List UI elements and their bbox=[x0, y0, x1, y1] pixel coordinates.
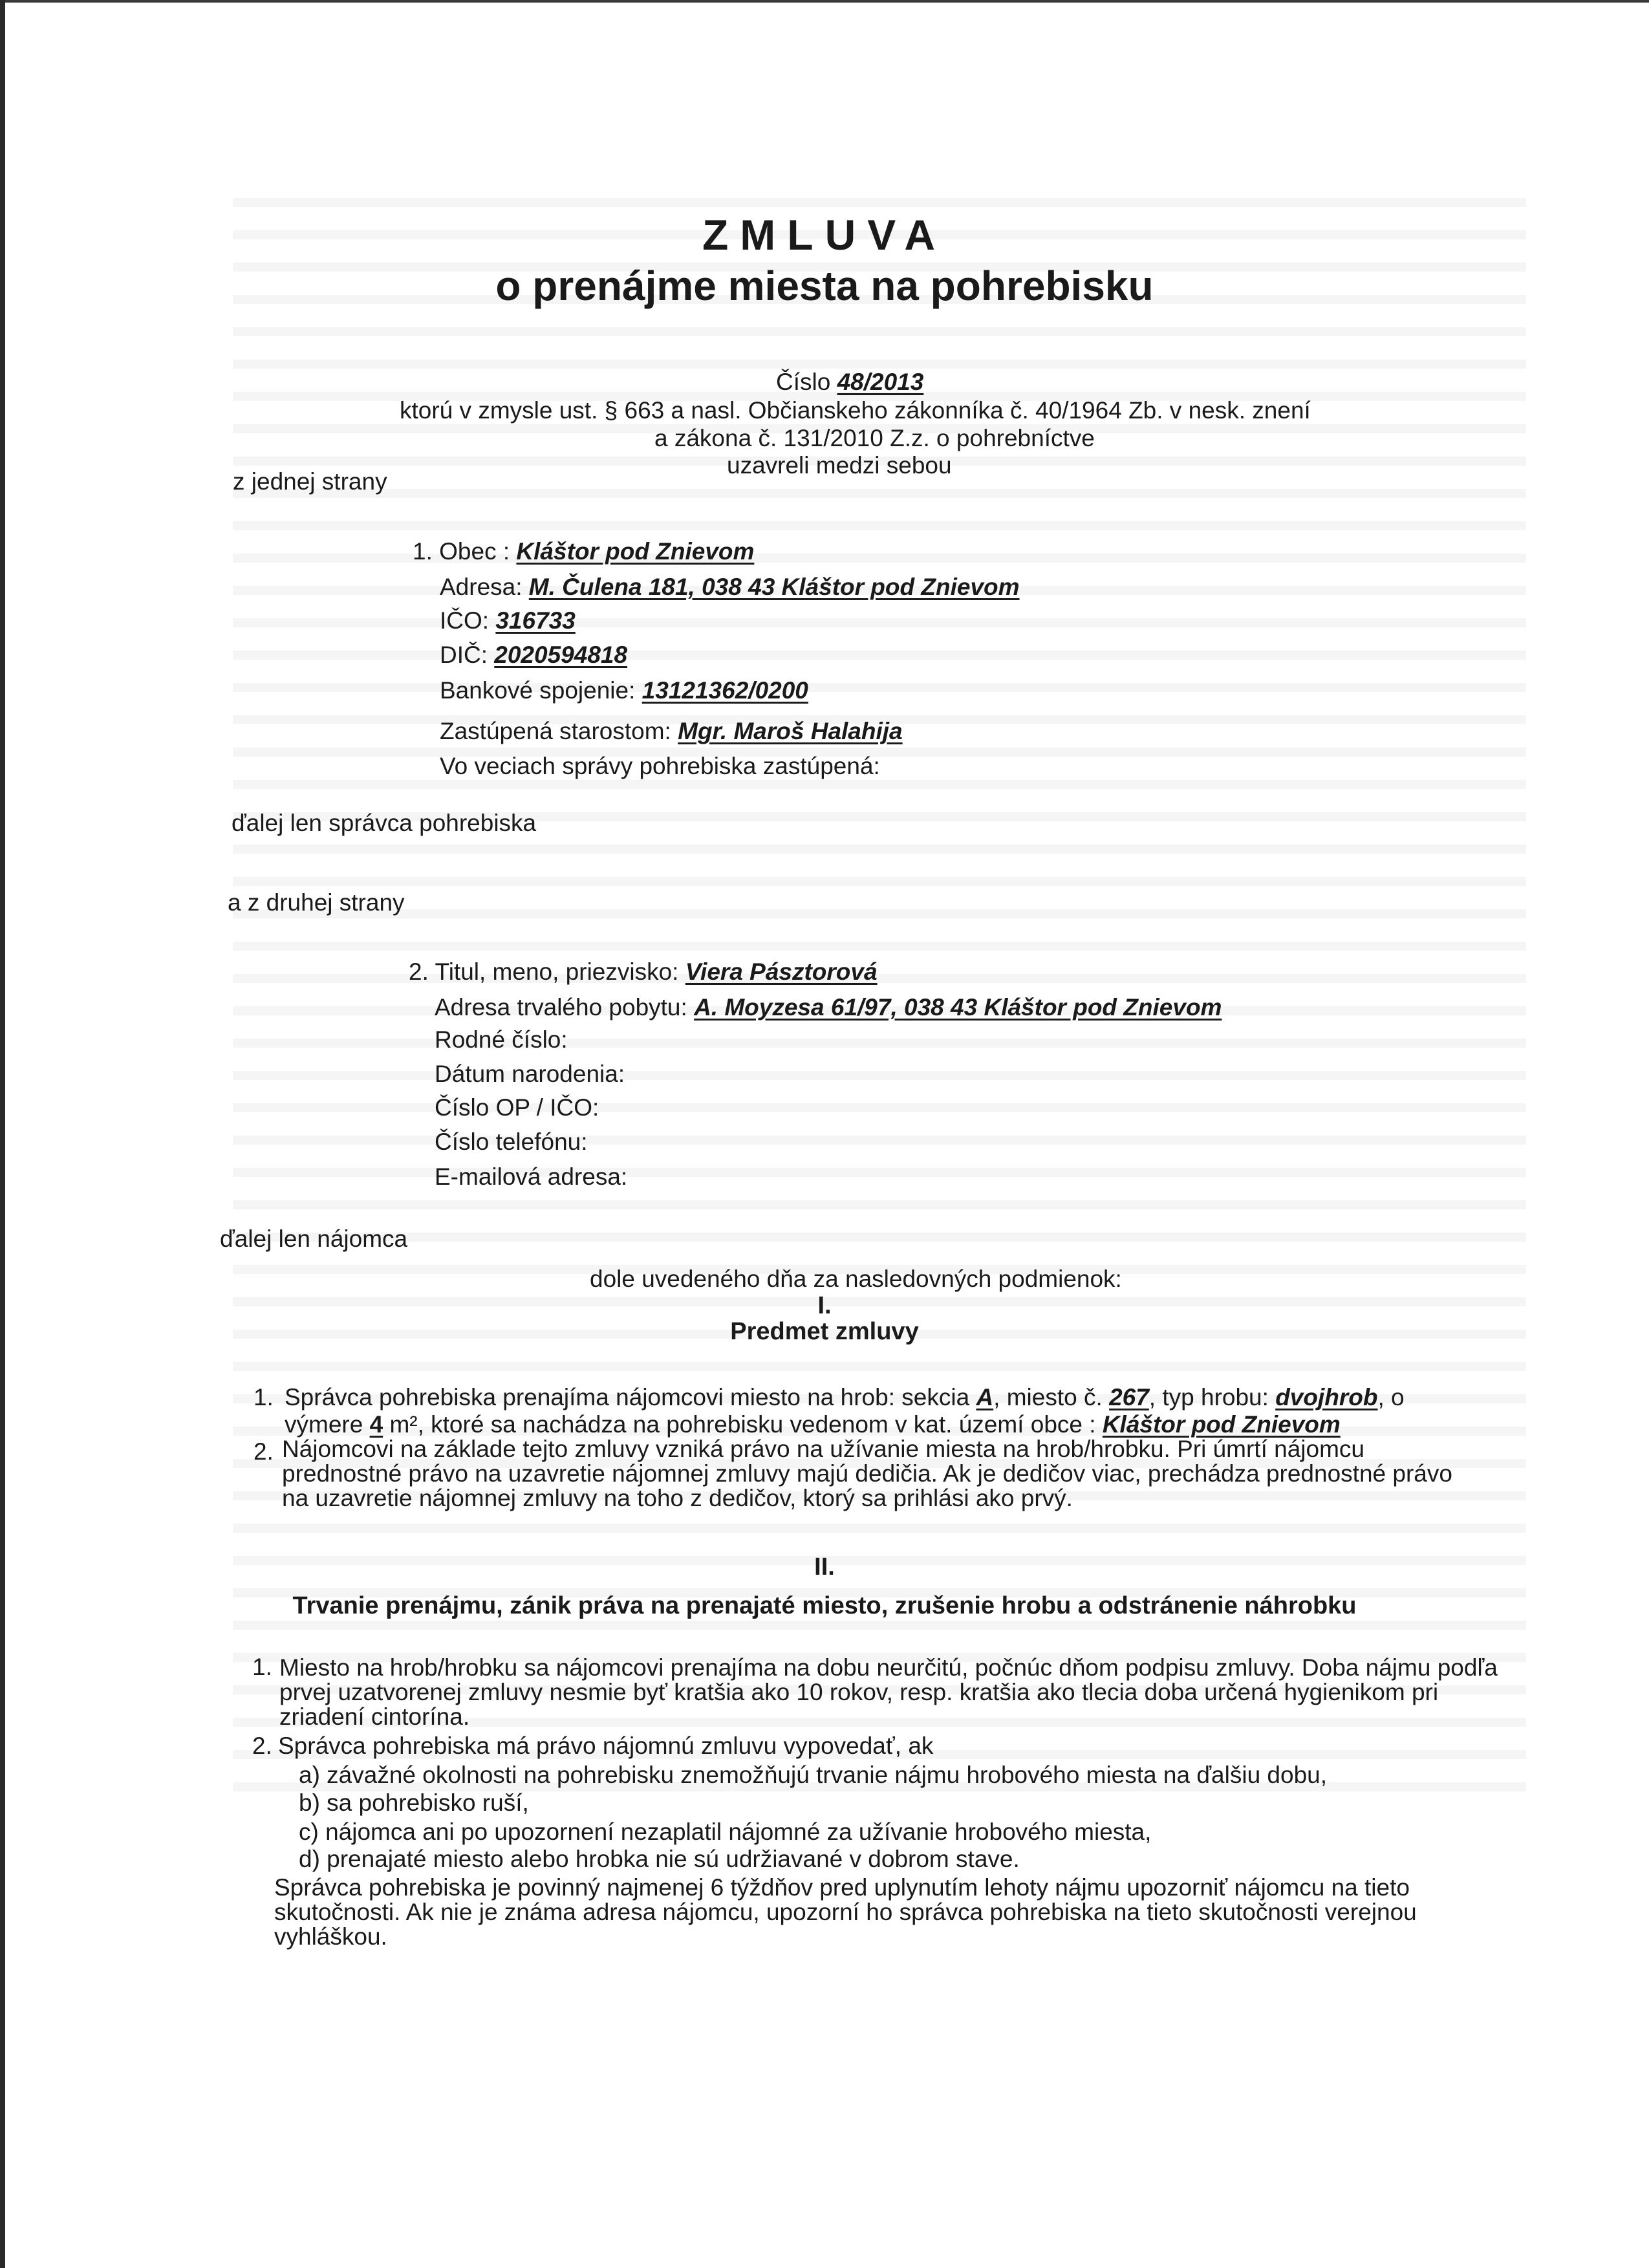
section1-item1-line1: Správca pohrebiska prenajíma nájomcovi miesto na hrob: sekcia A, miesto č. 267, typ hrobu: dvojhrob, o bbox=[285, 1384, 1405, 1410]
party1-address: Adresa: M. Čulena 181, 038 43 Kláštor pod Znievom bbox=[440, 574, 1020, 600]
scan-edge-top bbox=[0, 0, 1649, 3]
party2-address-value: A. Moyzesa 61/97, 038 43 Kláštor pod Znievom bbox=[694, 994, 1222, 1021]
party2-phone: Číslo telefónu: bbox=[435, 1129, 588, 1155]
section2-numeral: II. bbox=[814, 1553, 835, 1581]
party1-ico-value: 316733 bbox=[495, 607, 576, 634]
party2-address: Adresa trvalého pobytu: A. Moyzesa 61/97, 038 43 Kláštor pod Znievom bbox=[435, 994, 1222, 1021]
party1-dic: DIČ: 2020594818 bbox=[440, 642, 628, 668]
section2-item2-text: Správca pohrebiska má právo nájomnú zmluvu vypovedať, ak bbox=[278, 1733, 934, 1759]
section1-typ: dvojhrob bbox=[1275, 1384, 1378, 1410]
party2-birth-date: Dátum narodenia: bbox=[435, 1061, 625, 1087]
section2-item1-text: Miesto na hrob/hrobku sa nájomcovi prenajíma na dobu neurčitú, počnúc dňom podpisu zmluvy. Doba nájmu podľa prvej uzatvorenej zmluvy nesmie byť kratšia ako 10 rokov, resp. kratšia ako tlecia doba určená hygienikom pri zriadení cintorína. bbox=[279, 1654, 1498, 1730]
section1-vymera: 4 bbox=[369, 1411, 383, 1438]
concluded-between: uzavreli medzi sebou bbox=[727, 452, 952, 479]
contract-number-value: 48/2013 bbox=[837, 369, 924, 395]
section1-sekcia: A bbox=[976, 1384, 994, 1410]
section2-item2-num: 2. bbox=[252, 1733, 272, 1759]
section1-heading: Predmet zmluvy bbox=[730, 1318, 919, 1345]
party1-bank-value: 13121362/0200 bbox=[641, 677, 808, 704]
section2-item2-a: a) závažné okolnosti na pohrebisku znemožňujú trvanie nájmu hrobového miesta na ďalšiu dobu, bbox=[299, 1762, 1328, 1788]
party2-birth-number: Rodné číslo: bbox=[435, 1026, 568, 1053]
document-title: ZMLUVA bbox=[702, 211, 947, 259]
section2-item1-num: 1. bbox=[252, 1654, 272, 1680]
party1-ico: IČO: 316733 bbox=[440, 607, 576, 634]
section1-item1-num: 1. bbox=[253, 1384, 274, 1410]
section1-item2-text: Nájomcovi na základe tejto zmluvy vzniká právo na užívanie miesta na hrob/hrobku. Pri úmrtí nájomcu prednostné právo na uzavretie nájomnej zmluvy majú dedičia. Ak je dedičov viac, prechádza prednostné právo na uzavretie nájomnej zmluvy na toho z dedičov, ktorý sa prihlási ako prvý. bbox=[282, 1436, 1452, 1511]
party2-id: Číslo OP / IČO: bbox=[435, 1094, 599, 1121]
section2-item2-closing: Správca pohrebiska je povinný najmenej 6 týždňov pred uplynutím lehoty nájmu upozorniť nájomcu na tieto skutočnosti. Ak nie je známa adresa nájomcu, upozorní ho správca pohrebiska na tieto skutočnosti verejnou vyhláškou. bbox=[274, 1874, 1417, 1950]
section2-heading: Trvanie prenájmu, zánik práva na prenajaté miesto, zrušenie hrobu a odstránenie náhrobku bbox=[292, 1592, 1357, 1619]
party2-role: ďalej len nájomca bbox=[220, 1226, 408, 1252]
party2-name: 2. Titul, meno, priezvisko: Viera Pásztorová bbox=[409, 958, 878, 985]
side1-label: z jednej strany bbox=[233, 468, 387, 495]
party2-email: E-mailová adresa: bbox=[435, 1163, 628, 1190]
party1-admin-rep: Vo veciach správy pohrebiska zastúpená: bbox=[440, 753, 880, 779]
party2-name-value: Viera Pásztorová bbox=[685, 958, 878, 985]
party1-obec-value: Kláštor pod Znievom bbox=[516, 538, 755, 565]
side2-label: a z druhej strany bbox=[228, 889, 405, 916]
conditions-intro: dole uvedeného dňa za nasledovných podmienok: bbox=[590, 1266, 1122, 1292]
scan-edge-left bbox=[0, 0, 5, 2268]
party1-address-value: M. Čulena 181, 038 43 Kláštor pod Znievom bbox=[528, 574, 1020, 600]
legal-basis-line1: ktorú v zmysle ust. § 663 a nasl. Občianskeho zákonníka č. 40/1964 Zb. v nesk. znení bbox=[400, 397, 1311, 424]
section1-item2-num: 2. bbox=[253, 1438, 274, 1465]
party1-bank: Bankové spojenie: 13121362/0200 bbox=[440, 677, 808, 704]
party1-representative-value: Mgr. Maroš Halahija bbox=[678, 718, 903, 744]
party1-obec: 1. Obec : Kláštor pod Znievom bbox=[413, 538, 755, 565]
section1-obec: Kláštor pod Znievom bbox=[1102, 1411, 1341, 1438]
section2-item2-c: c) nájomca ani po upozornení nezaplatil nájomné za užívanie hrobového miesta, bbox=[299, 1819, 1152, 1845]
section2-item2-d: d) prenajaté miesto alebo hrobka nie sú udržiavané v dobrom stave. bbox=[299, 1846, 1020, 1872]
section1-miesto: 267 bbox=[1109, 1384, 1149, 1410]
section1-item1-line2: výmere 4 m², ktoré sa nachádza na pohrebisku vedenom v kat. území obce : Kláštor pod Znievom bbox=[285, 1411, 1341, 1438]
section2-item2-b: b) sa pohrebisko ruší, bbox=[299, 1789, 529, 1816]
document-subtitle: o prenájme miesta na pohrebisku bbox=[495, 263, 1154, 309]
party1-representative: Zastúpená starostom: Mgr. Maroš Halahija bbox=[440, 718, 903, 744]
party1-dic-value: 2020594818 bbox=[494, 642, 628, 668]
party1-role: ďalej len správca pohrebiska bbox=[232, 810, 537, 836]
section1-numeral: I. bbox=[817, 1292, 832, 1319]
legal-basis-line2: a zákona č. 131/2010 Z.z. o pohrebníctve bbox=[654, 425, 1095, 451]
contract-number-label: Číslo bbox=[776, 369, 831, 395]
contract-number bbox=[776, 367, 923, 397]
